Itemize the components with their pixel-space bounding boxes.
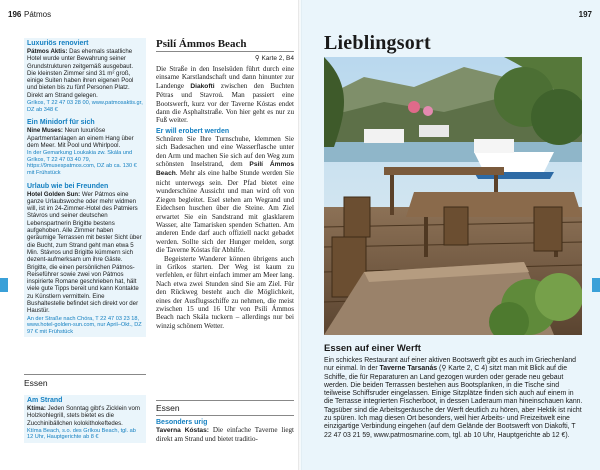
hotel-sidebar bbox=[24, 38, 146, 337]
thumb-tab-right bbox=[592, 278, 600, 292]
article-subhead: Er will erobert werden bbox=[156, 127, 230, 135]
entry-text: Wer Pátmos eine ganze Urlaubswoche oder mehr widmen will, ist im 24-Zimmer-Hotel des Patmiers Stávros und seiner deutschen Lebenspartnerin Brigitte bestens aufgehoben. Alle Zimmer haben geräumige Terrassen mit bester Sicht über die Bucht, zum Strand geht man etwa 5 Min. Stávros und Brigitte kümmern sich dezent-aufmerksam um ihre Gäste. Brigitte, die einen persönlichen Pátmos-Reiseführer sowie zwei von Pátmos inspirierte Romane geschrieben hat, hält viele gute Tipps bereit und kann Kontakte zu Künstlern vermitteln. Eine Bushaltestelle befindet sich direkt vor der Haustür. bbox=[27, 190, 142, 315]
entry-address: Gríkos, T 22 47 03 28 00, www.patmosaktis.gr, DZ ab 348 € bbox=[27, 100, 143, 113]
entry-name: Ktíma: bbox=[27, 405, 46, 412]
section-head-essen-left bbox=[24, 374, 146, 388]
thumb-tab-left bbox=[0, 278, 8, 292]
feature-title: Lieblingsort bbox=[324, 32, 431, 54]
sidebar-category: Am Strand bbox=[27, 397, 63, 404]
article-title: Psilí Ámmos Beach bbox=[156, 38, 294, 52]
sidebar-category: Ein Minidorf für sich bbox=[27, 119, 95, 127]
sidebar-entry bbox=[27, 405, 143, 427]
article-column bbox=[156, 38, 294, 330]
entry-address: An der Straße nach Chóra, T 22 47 03 23 18, www.hotel-golden-sun.com, nur April–Okt., DZ 97 € mit Frühstück bbox=[27, 315, 142, 335]
article-body: Schnüren Sie Ihre Turnschuhe, klemmen Sie sich Badesachen und eine Wasserflasche unter den Arm und machen Sie sich auf den Weg zum schönsten Inselstrand, dem Psilí Ámmos Beach. Mehr als eine halbe Stunde werden Sie nicht unterwegs sein. Der Pfad bietet eine wunderschöne Aussicht und man wird oft von Ziegen begleitet. Esel stehen am Wegrand und Eidechsen huschen über die Steine. Am Ziel erwartet Sie ein Sandstrand mit glasklarem Wasser, alte Tamarisken spenden Schatten. Am anderen Ende darf auch offiziell nackt gebadet werden. Sollte sich der Hunger melden, sorgt die Taverne Kóstas für Abhilfe. bbox=[156, 134, 294, 255]
article-body-2: Begeisterte Wanderer können übrigens auch in Gríkos starten. Der Weg ist kaum zu verfehlen, er führt einfach immer am Meer lang. Nach etwa zwei Stunden sind Sie am Ziel. Für den Rückweg besteht auch die Möglichkeit, eines der Ausflugsschiffe zu nehmen, die meist zwischen 15 und 16 Uhr von Psilí Ámmos Beach nach Skála tuckern – allerdings nur bei winzig schönem Wetter. bbox=[156, 254, 294, 330]
book-gutter bbox=[298, 0, 302, 470]
sidebar-entry bbox=[27, 127, 143, 149]
page-number-right: 197 bbox=[578, 10, 592, 19]
caption-title: Essen auf einer Werft bbox=[324, 343, 421, 354]
sidebar-category: Urlaub wie bei Freunden bbox=[27, 182, 109, 190]
entry-name: Hotel Golden Sun: bbox=[27, 190, 81, 198]
entry-name: Nine Muses: bbox=[27, 127, 63, 135]
running-head: Pátmos bbox=[24, 10, 52, 19]
section-text: Taverna Kóstas: Die einfache Taverne liegt direkt am Strand und bietet traditio- bbox=[156, 426, 294, 444]
page-number-left: 196 bbox=[8, 10, 22, 19]
section-subhead: Besonders urig bbox=[156, 419, 208, 426]
section-title: Essen bbox=[24, 378, 48, 388]
map-reference bbox=[156, 54, 294, 62]
section-title: Essen bbox=[156, 400, 294, 416]
map-pin-icon: ⚲ bbox=[254, 55, 260, 62]
sidebar-category: Luxuriös renoviert bbox=[27, 40, 89, 47]
entry-address: Ktíma Beach, s.o. des Gríkou Beach, tgl. ab 12 Uhr, Hauptgerichte ab 8 € bbox=[27, 427, 136, 441]
caption-text: Ein schickes Restaurant auf einer aktiven Bootswerft gibt es auch im Griechenland nur einmal. In der Taverne Tarsanás (⚲ Karte 2, C 4) sitzt man mit Blick auf die Schiffe, die für Reparaturen an Land gezogen wurden oder gerade neu gebaut werden. Die beiden Terrassen bestehen aus Bootsplanken, in die Tische sind teilweise Schiffsruder eingelassen. Einige Sitzplätze finden sich auch auf einem in die Terrasse integrierten Fischerboot, in dessen Laderaum man hineinschauen kann. Tagsüber sind die Arbeitsgeräusche der Werft deutlich zu hören, aber Hektik ist nicht zu spüren. Ich mag diesen Ort besonders, weil hier Arbeits- und Freizeitwelt eine einzigartige Verbindung eingehen (auf dem Gelände der Bootswerft von Diakofti, T 22 47 03 21 59, www.patmosmarine.com, tgl. ab 10 Uhr, Hauptgerichte ab 12 €). bbox=[324, 357, 583, 439]
article-essen-section bbox=[156, 400, 294, 444]
sidebar-entry bbox=[27, 191, 143, 315]
sidebar-entry bbox=[27, 48, 143, 99]
food-sidebar bbox=[24, 395, 146, 443]
restaurant-photo bbox=[324, 57, 582, 335]
entry-text: Das ehemals staatliche Hotel wurde unter Bewahrung seiner Grundstrukturen zeitgemäß ausgebaut. Die kleinsten Zimmer sind 31 m² groß, einige Suiten haben ihren eigenen Pool und bieten bis zu fünf Personen Platz. Direkt am Strand gelegen. bbox=[27, 48, 134, 99]
entry-text: Jeden Sonntag gibt's Zicklein vom Holzkohlegrill, stets bietet es die Zucchinibällchen kolokithokeftedes. bbox=[27, 405, 140, 427]
entry-text: Neun luxuriöse Apartmentanlagen an einem Hang über dem Meer. Mit Pool und Whirlpool. bbox=[27, 127, 134, 149]
map-ref-text: Karte 2, B4 bbox=[261, 55, 294, 62]
article-intro: Die Straße in den Inselsüden führt durch eine einsame Karstlandschaft und dann hinunter zur Landenge Diakofti zwischen den Buchten Pétras und Stavroú. Man passiert eine Bootswerft, kurz vor der Taverne Kóstas endet dann die Asphaltstraße. Von hier geht es nur zu Fuß weiter. bbox=[156, 65, 294, 125]
entry-name: Pátmos Aktis: bbox=[27, 48, 68, 55]
entry-address: In der Gemarkung Loukakia zw. Skála und Gríkos, T 22 47 03 40 79, https://9musespatmos.com, DZ ab ca. 130 € mit Frühstück bbox=[27, 150, 137, 176]
